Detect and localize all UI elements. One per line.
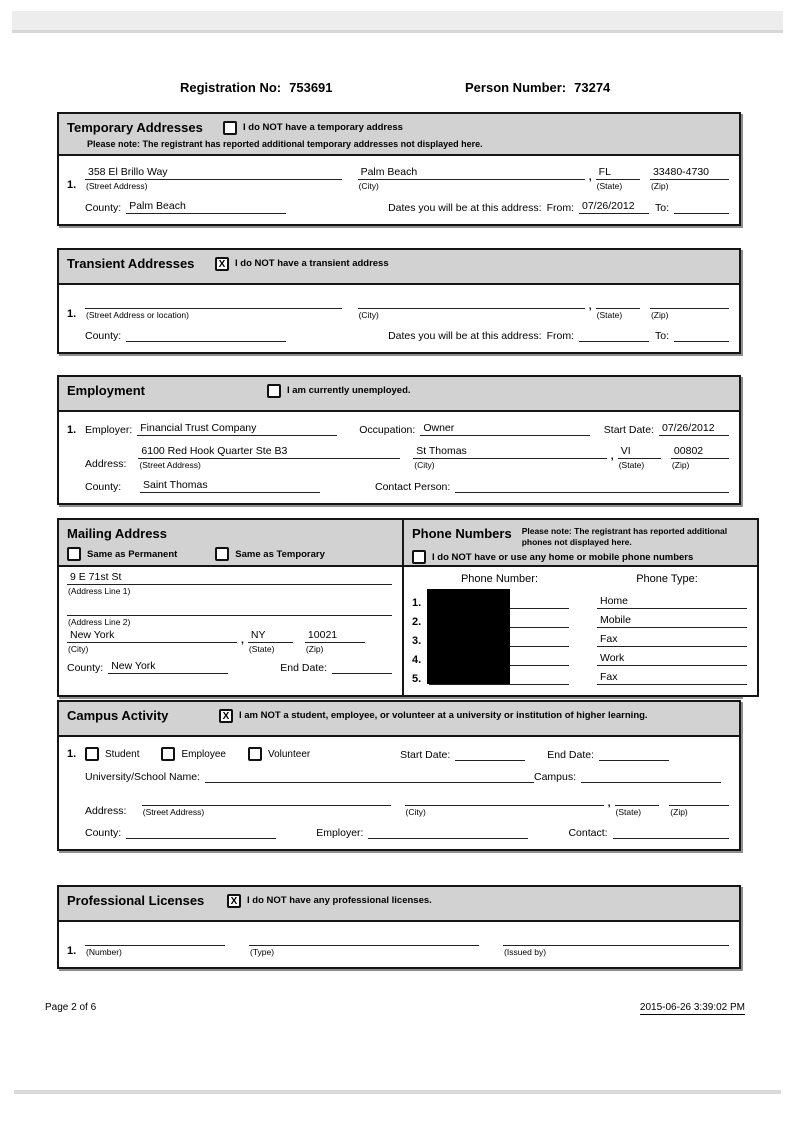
mailing-county-label: County: [67,662,104,674]
employment-contact-label: Contact Person: [375,481,451,493]
volunteer-label: Volunteer [267,748,311,760]
transient-from-label: From: [546,330,574,342]
employment-county-value: Saint Thomas [140,479,320,493]
student-checkbox [85,747,99,761]
phone-type-value: Work [597,652,747,666]
section-mailing-address: Mailing Address Same as Permanent Same as Temporary 9 E 71st St (Address Line 1) (Address Line 2) New York (City) , NY (State) 10021 (Zip) County: New York End Date: [57,518,403,697]
page-footer [45,1002,745,1015]
campus-county-value [126,826,276,839]
campus-city-field: (City) [405,792,604,817]
campus-start-date-label: Start Date: [400,748,451,761]
temporary-to-label: To: [654,202,669,214]
employer-value: Financial Trust Company [137,422,337,436]
mailing-line1-value: 9 E 71st St [67,571,392,585]
employment-start-date-label: Start Date: [603,424,654,436]
campus-contact-label: Contact: [568,827,608,839]
campus-activity-title: Campus Activity [67,708,169,723]
transient-dates-label: Dates you will be at this address: [388,330,542,342]
employment-contact-value [455,480,729,493]
row-number: 1. [67,748,77,760]
transient-addresses-header [59,250,739,285]
campus-zip-field: (Zip) [669,792,729,817]
temporary-county-value: Palm Beach [126,200,286,214]
transient-city-value [358,295,585,309]
phone-type-value: Fax [597,671,747,685]
employment-title: Employment [67,383,146,398]
scan-artifact-bottom [14,1090,781,1094]
phone-type-column-header: Phone Type: [636,573,698,585]
employment-city-value: St Thomas [413,445,607,459]
temporary-dates-label: Dates you will be at this address: [388,202,542,214]
mailing-zip-value: 10021 [305,629,365,643]
employment-city-field: St Thomas (City) [413,445,607,470]
campus-employer-label: Employer: [316,827,364,839]
temporary-addresses-note: Please note: The registrant has reported additional temporary addresses not displayed here. [87,139,483,149]
same-as-temporary-label: Same as Temporary [235,548,325,560]
temporary-zip-field: 33480-4730 (Zip) [650,166,729,191]
license-number-value [85,932,225,946]
employment-zip-value: 00802 [671,445,729,459]
temporary-state-field: FL (State) [596,166,640,191]
employment-start-date-value: 07/26/2012 [659,422,729,436]
license-type-field: (Type) [249,932,479,957]
temporary-city-field: Palm Beach (City) [358,166,585,191]
transient-street-value [85,295,342,309]
transient-state-value [596,295,640,309]
campus-address-label: Address: [85,805,127,817]
volunteer-checkbox [248,747,262,761]
employment-state-field: VI (State) [618,445,662,470]
employment-unemployed-label: I am currently unemployed. [287,385,411,396]
temporary-addresses-title: Temporary Addresses [67,120,203,135]
employment-address-label: Address: [85,458,127,470]
temporary-street-field: 358 El Brillo Way (Street Address) [85,166,342,191]
employment-county-label: County: [85,481,122,493]
transient-street-field: (Street Address or location) [85,295,342,320]
section-professional-licenses [57,885,741,969]
section-temporary-addresses: Temporary Addresses I do NOT have a temporary address Please note: The registrant has reported additional temporary addresses not displayed here. 1. 358 El Brillo Way (Street Address) Palm Beach (City) , FL (State) 33480-4730 (Zip) County: Palm Beach Dates you will be at this address: From: 07/26/2012 To: [57,112,741,226]
student-label: Student [105,748,140,760]
employee-label: Employee [181,748,226,760]
employment-state-value: VI [618,445,662,459]
phone-numbers-note: Please note: The registrant has reported additional phones not displayed here. [521,526,728,547]
transient-addresses-title: Transient Addresses [67,256,195,271]
row-number: 1. [67,424,77,436]
phone-numbers-header [404,520,757,567]
redaction-box [427,589,510,684]
phone-row: 1. Home [412,590,747,609]
campus-end-date-label: End Date: [547,748,594,761]
employer-label: Employer: [85,424,133,436]
temporary-county-label: County: [85,202,122,214]
campus-start-date-value [455,748,525,761]
campus-name-value [581,770,721,783]
section-phone-numbers [403,518,759,697]
transient-city-field: (City) [358,295,585,320]
professional-licenses-title: Professional Licenses [67,893,205,908]
campus-name-label: Campus: [533,771,576,783]
campus-activity-header [59,702,739,737]
occupation-label: Occupation: [359,424,416,436]
phone-type-value: Home [597,595,747,609]
scan-artifact-top [12,11,783,33]
mailing-address-title: Mailing Address [67,526,167,541]
row-number: 1. [67,308,77,320]
section-campus-activity: Campus Activity X I am NOT a student, employee, or volunteer at a university or institution of higher learning. 1. Student Employee Volunteer Start Date: End Date: University/School Name: Campus: Address: (Street Address) (City) , (State) (Zip) County: Employer: Contact: [57,700,741,851]
section-employment: Employment I am currently unemployed. 1. Employer: Financial Trust Company Occupation: Owner Start Date: 07/26/2012 Address: 6100 Red Hook Quarter Ste B3 (Street Address) St Thomas (City) , VI (State) 00802 (Zip) County: Saint Thomas Contact Person: [57,375,741,505]
phones-optout-label: I do NOT have or use any home or mobile phone numbers [432,551,694,563]
professional-licenses-header [59,887,739,922]
registration-number [180,80,333,95]
licenses-optout-checkbox: X [227,894,241,908]
transient-from-value [579,329,649,342]
campus-optout-label: I am NOT a student, employee, or volunteer at a university or institution of higher learning. [239,710,648,721]
same-as-permanent-label: Same as Permanent [87,548,178,560]
temporary-zip-value: 33480-4730 [650,166,729,180]
transient-optout-checkbox: X [215,257,229,271]
temporary-city-value: Palm Beach [358,166,585,180]
timestamp: 2015-06-26 3:39:02 PM [639,1002,745,1013]
license-type-value [249,932,479,946]
mailing-end-date-label: End Date: [280,662,327,674]
campus-street-field: (Street Address) [142,792,391,817]
licenses-optout-label: I do NOT have any professional licenses. [247,895,432,906]
campus-state-field: (State) [615,792,660,817]
school-name-label: University/School Name: [85,771,200,783]
phones-optout-checkbox [412,550,426,564]
phone-row: 5. Fax [412,666,747,685]
section-transient-addresses: Transient Addresses X I do NOT have a transient address 1. (Street Address or location) (City) , (State) (Zip) County: Dates you will be at this address: From: To: [57,248,741,354]
phone-row: 2. Mobile [412,609,747,628]
registration-number-label: Registration No: [180,80,282,95]
phone-type-value: Fax [597,633,747,647]
mailing-city-field: New York (City) [67,629,237,654]
transient-to-value [674,329,729,342]
campus-contact-value [613,826,729,839]
transient-zip-value [650,295,729,309]
row-number: 1. [67,945,77,957]
campus-zip-value [669,792,729,806]
occupation-value: Owner [420,422,590,436]
campus-street-value [142,792,391,806]
temporary-addresses-header [59,114,739,156]
transient-state-field: (State) [596,295,640,320]
campus-optout-checkbox: X [219,709,233,723]
mailing-line2-field: (Address Line 2) [67,602,392,627]
person-number-value: 73274 [574,80,611,95]
campus-county-label: County: [85,827,122,839]
campus-city-value [405,792,604,806]
mailing-state-field: NY (State) [248,629,293,654]
employment-street-value: 6100 Red Hook Quarter Ste B3 [138,445,399,459]
phone-row: 4. Work [412,647,747,666]
mailing-end-date-value [332,661,392,674]
mailing-city-value: New York [67,629,237,643]
employment-header [59,377,739,412]
campus-employer-value [368,826,528,839]
temporary-optout-label: I do NOT have a temporary address [243,122,403,133]
same-as-permanent-checkbox [67,547,81,561]
employment-zip-field: 00802 (Zip) [671,445,729,470]
license-number-field: (Number) [85,932,225,957]
phone-number-column-header: Phone Number: [460,573,539,585]
transient-county-value [126,329,286,342]
license-issued-by-field: (Issued by) [503,932,729,957]
license-issued-by-value [503,932,729,946]
mailing-line2-value [67,602,392,616]
page-number: Page 2 of 6 [45,1002,97,1013]
mailing-line1-field: 9 E 71st St (Address Line 1) [67,571,392,596]
transient-optout-label: I do NOT have a transient address [235,258,389,269]
employee-checkbox [161,747,175,761]
transient-zip-field: (Zip) [650,295,729,320]
temporary-from-value: 07/26/2012 [579,200,649,214]
transient-county-label: County: [85,330,122,342]
row-number: 1. [67,179,77,191]
temporary-street-value: 358 El Brillo Way [85,166,342,180]
campus-end-date-value [599,748,669,761]
mailing-zip-field: 10021 (Zip) [305,629,365,654]
mailing-and-phones-row [57,518,741,697]
employment-unemployed-checkbox [267,384,281,398]
phone-type-value: Mobile [597,614,747,628]
phone-row: 3. Fax [412,628,747,647]
temporary-to-value [674,201,729,214]
temporary-optout-checkbox [223,121,237,135]
school-name-value [205,770,534,783]
phone-numbers-title: Phone Numbers [412,526,512,541]
temporary-from-label: From: [546,202,574,214]
mailing-address-header [59,520,402,567]
mailing-county-value: New York [108,660,228,674]
same-as-temporary-checkbox [215,547,229,561]
person-number [465,80,610,95]
campus-state-value [615,792,660,806]
mailing-state-value: NY [248,629,293,643]
temporary-state-value: FL [596,166,640,180]
transient-to-label: To: [654,330,669,342]
person-number-label: Person Number: [465,80,567,95]
employment-street-field: 6100 Red Hook Quarter Ste B3 (Street Address) [138,445,399,470]
registration-number-value: 753691 [289,80,333,95]
